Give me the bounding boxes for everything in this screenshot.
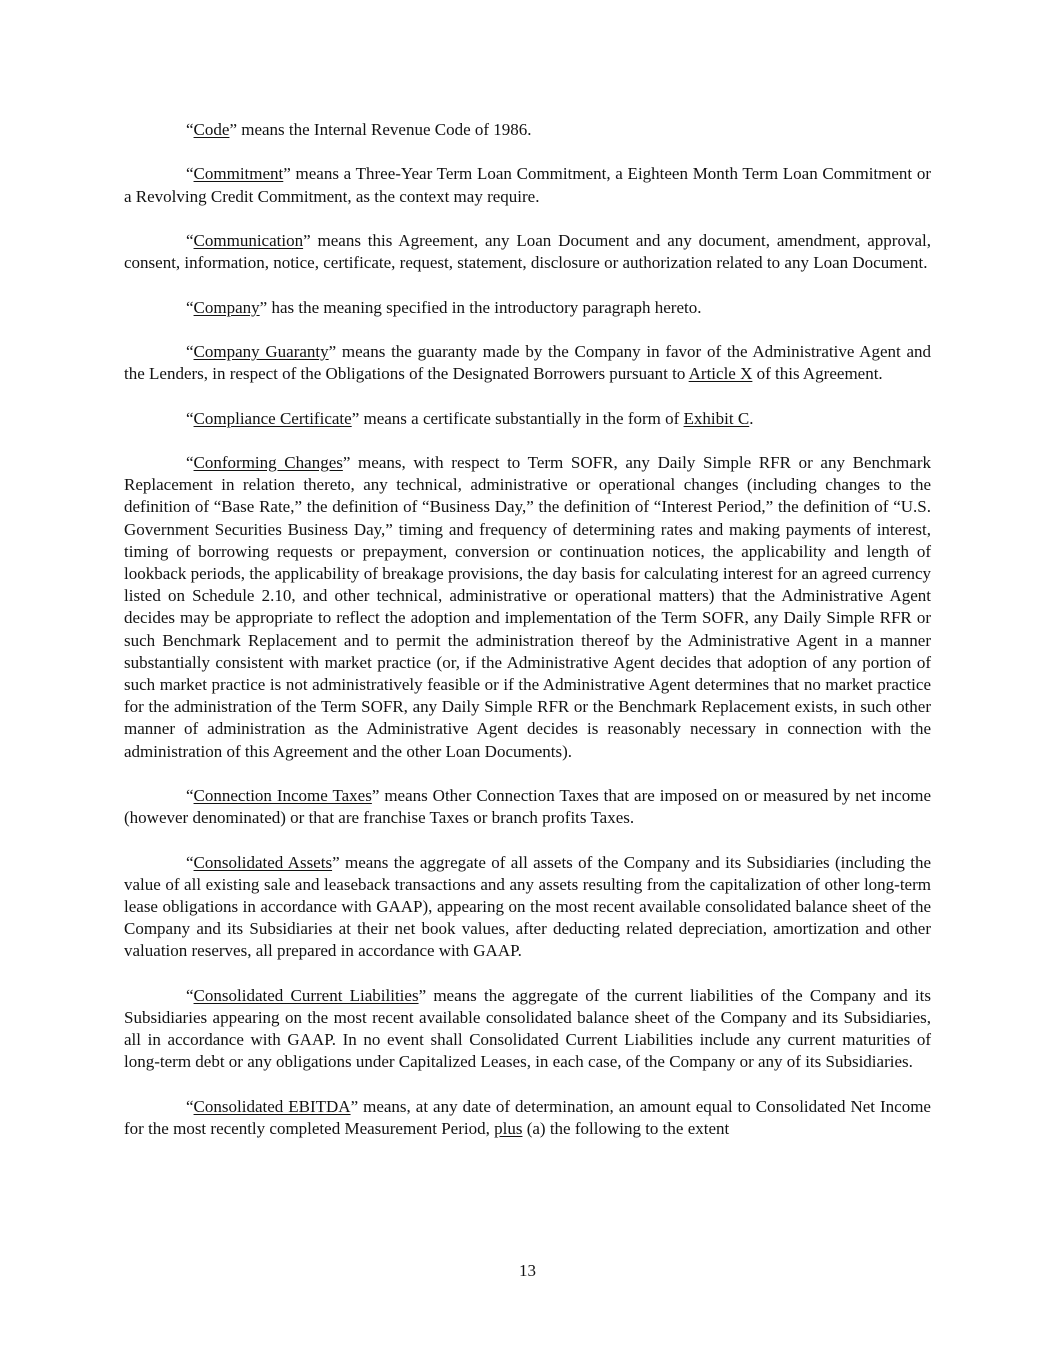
cross-reference: Article X xyxy=(688,364,753,384)
text-segment: . xyxy=(749,408,754,428)
paragraph-definition-connection-income-taxes xyxy=(124,785,931,829)
defined-term: Commitment xyxy=(193,164,284,184)
text-segment: “ xyxy=(186,1096,194,1116)
text-segment: ” means a Three-Year Term Loan Commitment, a Eighteen Month Term Loan Commitment or a Revolving Credit Commitment, as the context may require. xyxy=(124,164,931,206)
text-segment: (a) the following to the extent xyxy=(522,1118,730,1138)
paragraph-definition-consolidated-current-liabilities xyxy=(124,985,931,1074)
text-segment: of this Agreement. xyxy=(752,364,883,384)
text-segment: ” means the aggregate of all assets of the Company and its Subsidiaries (including the value of all existing sale and leaseback transactions and any assets resulting from the capitalization of other long-term lease obligations in accordance with GAAP), appearing on the most recent available consolidated balance sheet of the Company and its Subsidiaries at their net book values, after deducting related depreciation, amortization and other valuation reserves, all prepared in accordance with GAAP. xyxy=(124,852,931,961)
defined-term: Consolidated Current Liabilities xyxy=(193,985,419,1005)
text-segment: ” means the aggregate of the current liabilities of the Company and its Subsidiaries appearing on the most recent available consolidated balance sheet of the Company and its Subsidiaries, all in accordance with GAAP. In no event shall Consolidated Current Liabilities include any current maturities of long-term debt or any obligations under Capitalized Leases, in each case, of the Company or any of its Subsidiaries. xyxy=(124,985,931,1072)
text-segment: “ xyxy=(186,985,194,1005)
text-segment: “ xyxy=(186,230,194,250)
text-segment: “ xyxy=(186,297,194,317)
text-segment: ” has the meaning specified in the introductory paragraph hereto. xyxy=(259,297,702,317)
paragraph-definition-company-guaranty xyxy=(124,341,931,385)
text-segment: “ xyxy=(186,164,194,184)
defined-term: Communication xyxy=(193,230,304,250)
page-number: 13 xyxy=(519,1261,536,1280)
text-segment: ” means the Internal Revenue Code of 1986. xyxy=(229,120,532,139)
paragraph-definition-consolidated-assets xyxy=(124,852,931,963)
paragraph-definition-code xyxy=(124,119,931,141)
emphasized-connector: plus xyxy=(494,1118,523,1138)
paragraph-definition-commitment xyxy=(124,163,931,207)
text-segment: ” means, at any date of determination, an amount equal to Consolidated Net Income for the most recently completed Measurement Period, xyxy=(124,1096,931,1138)
defined-term: Company xyxy=(193,297,260,317)
text-segment: “ xyxy=(186,852,194,872)
text-segment: “ xyxy=(186,120,194,139)
defined-term: Company Guaranty xyxy=(193,341,329,361)
paragraph-definition-consolidated-ebitda xyxy=(124,1096,931,1140)
text-segment: “ xyxy=(186,452,194,472)
text-segment: “ xyxy=(186,408,194,428)
text-segment: ” means, with respect to Term SOFR, any Daily Simple RFR or any Benchmark Replacement in relation thereto, any technical, administrative or operational changes (including changes to the definition of “Base Rate,” the definition of “Business Day,” the definition of “Interest Period,” the definition of “U.S. Government Securities Business Day,” timing and frequency of determining rates and making payments of interest, timing of borrowing requests or prepayment, conversion or continuation notices, the applicability and length of lookback periods, the applicability of breakage provisions, the day basis for calculating interest for an agreed currency listed on Schedule 2.10, and other technical, administrative or operational matters) that the Administrative Agent decides may be appropriate to reflect the adoption and implementation of the Term SOFR, any Daily Simple RFR or such Benchmark Replacement and to permit the administration thereof by the Administrative Agent in a manner substantially consistent with market practice (or, if the Administrative Agent decides that adoption of any portion of such market practice is not administratively feasible or if the Administrative Agent determines that no market practice for the administration of the Term SOFR, any Daily Simple RFR or the Benchmark Replacement exists, in such other manner of administration as the Administrative Agent decides is reasonably necessary in connection with the administration of this Agreement and the other Loan Documents). xyxy=(124,452,931,761)
cross-reference: Exhibit C xyxy=(683,408,750,428)
defined-term: Conforming Changes xyxy=(193,452,343,472)
text-segment: ” means a certificate substantially in the form of xyxy=(351,408,684,428)
defined-term: Consolidated EBITDA xyxy=(193,1096,351,1116)
text-segment: “ xyxy=(186,785,194,805)
paragraph-definition-communication xyxy=(124,230,931,274)
text-segment: ” means this Agreement, any Loan Document and any document, amendment, approval, consent, information, notice, certificate, request, statement, disclosure or authorization related to any Loan Document. xyxy=(124,230,931,273)
defined-term: Consolidated Assets xyxy=(193,852,333,872)
paragraph-definition-compliance-certificate xyxy=(124,408,931,430)
text-segment: ” means Other Connection Taxes that are imposed on or measured by net income (however denominated) or that are franchise Taxes or branch profits Taxes. xyxy=(124,785,932,828)
text-segment: ” means the guaranty made by the Company in favor of the Administrative Agent and the Lenders, in respect of the Obligations of the Designated Borrowers pursuant to xyxy=(124,341,931,384)
paragraph-definition-conforming-changes xyxy=(124,452,931,763)
defined-term: Code xyxy=(193,120,230,139)
defined-term: Compliance Certificate xyxy=(193,408,352,428)
text-segment: “ xyxy=(186,341,194,361)
defined-term: Connection Income Taxes xyxy=(193,785,372,805)
paragraph-definition-company xyxy=(124,297,931,319)
